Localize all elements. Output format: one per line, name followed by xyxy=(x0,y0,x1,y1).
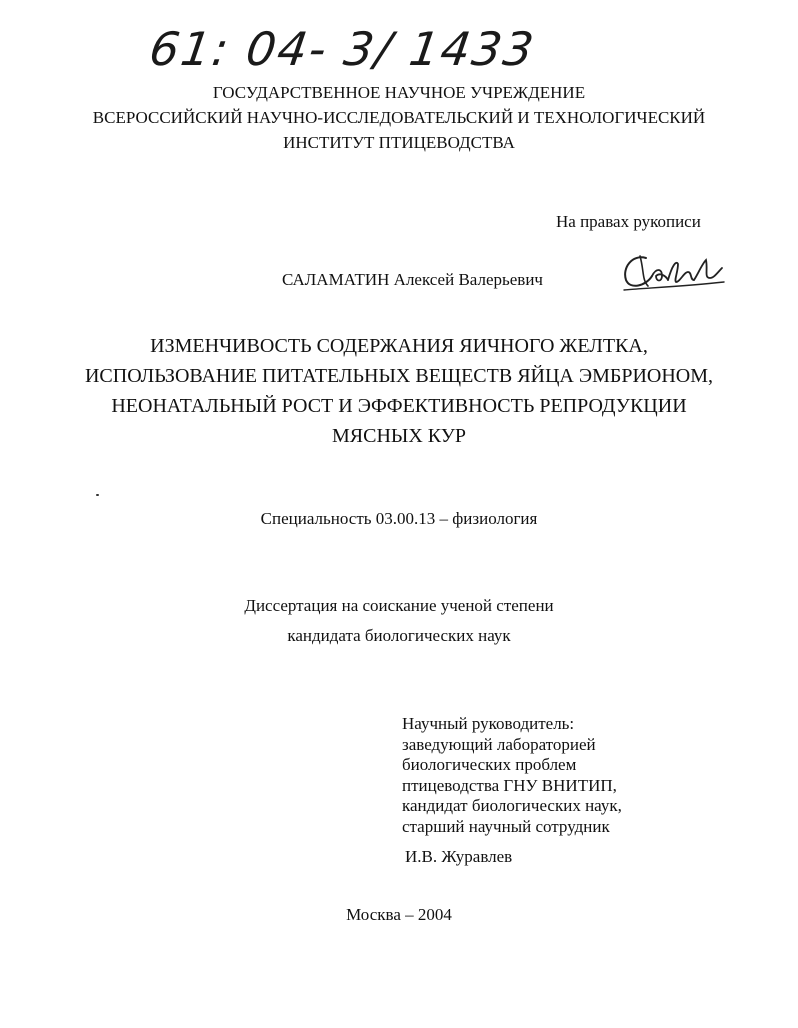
supervisor-line: биологических проблем xyxy=(402,755,577,774)
supervisor-line: заведующий лабораторией xyxy=(402,734,596,754)
supervisor-block xyxy=(402,714,732,837)
supervisor-line: кандидат биологических наук, xyxy=(402,796,622,815)
city-year: Москва – 2004 xyxy=(346,905,452,924)
supervisor-line: птицеводства ГНУ ВНИТИП, xyxy=(402,775,617,795)
author-signature xyxy=(618,246,728,298)
thesis-degree-line-2: кандидата биологических наук xyxy=(287,626,511,645)
title-line-3: НЕОНАТАЛЬНЫЙ РОСТ И ЭФФЕКТИВНОСТЬ РЕПРОДУКЦИИ xyxy=(111,395,687,417)
title-line-4: МЯСНЫХ КУР xyxy=(331,425,466,447)
manuscript-rights-note: На правах рукописи xyxy=(556,212,701,231)
specialty: Специальность 03.00.13 – физиология xyxy=(260,509,538,528)
institution-line-2: ВСЕРОССИЙСКИЙ НАУЧНО-ИССЛЕДОВАТЕЛЬСКИЙ И ТЕХНОЛОГИЧЕСКИЙ xyxy=(92,108,706,127)
supervisor-line: старший научный сотрудник xyxy=(402,816,610,836)
title-line-1: ИЗМЕНЧИВОСТЬ СОДЕРЖАНИЯ ЯИЧНОГО ЖЕЛТКА, xyxy=(150,335,648,357)
title-line-2: ИСПОЛЬЗОВАНИЕ ПИТАТЕЛЬНЫХ ВЕЩЕСТВ ЯЙЦА ЭМБРИОНОМ, xyxy=(84,365,714,387)
scan-speck xyxy=(96,494,99,496)
author-name: САЛАМАТИН Алексей Валерьевич xyxy=(282,270,543,289)
thesis-degree-line-1: Диссертация на соискание ученой степени xyxy=(244,596,554,615)
supervisor-line: Научный руководитель: xyxy=(402,714,575,733)
supervisor-name: И.В. Журавлев xyxy=(405,847,513,866)
institution-line-1: ГОСУДАРСТВЕННОЕ НАУЧНОЕ УЧРЕЖДЕНИЕ xyxy=(212,83,586,102)
institution-line-3: ИНСТИТУТ ПТИЦЕВОДСТВА xyxy=(283,133,515,152)
archive-code-handwritten: 61: 04- 3/ 1433 xyxy=(146,22,539,76)
